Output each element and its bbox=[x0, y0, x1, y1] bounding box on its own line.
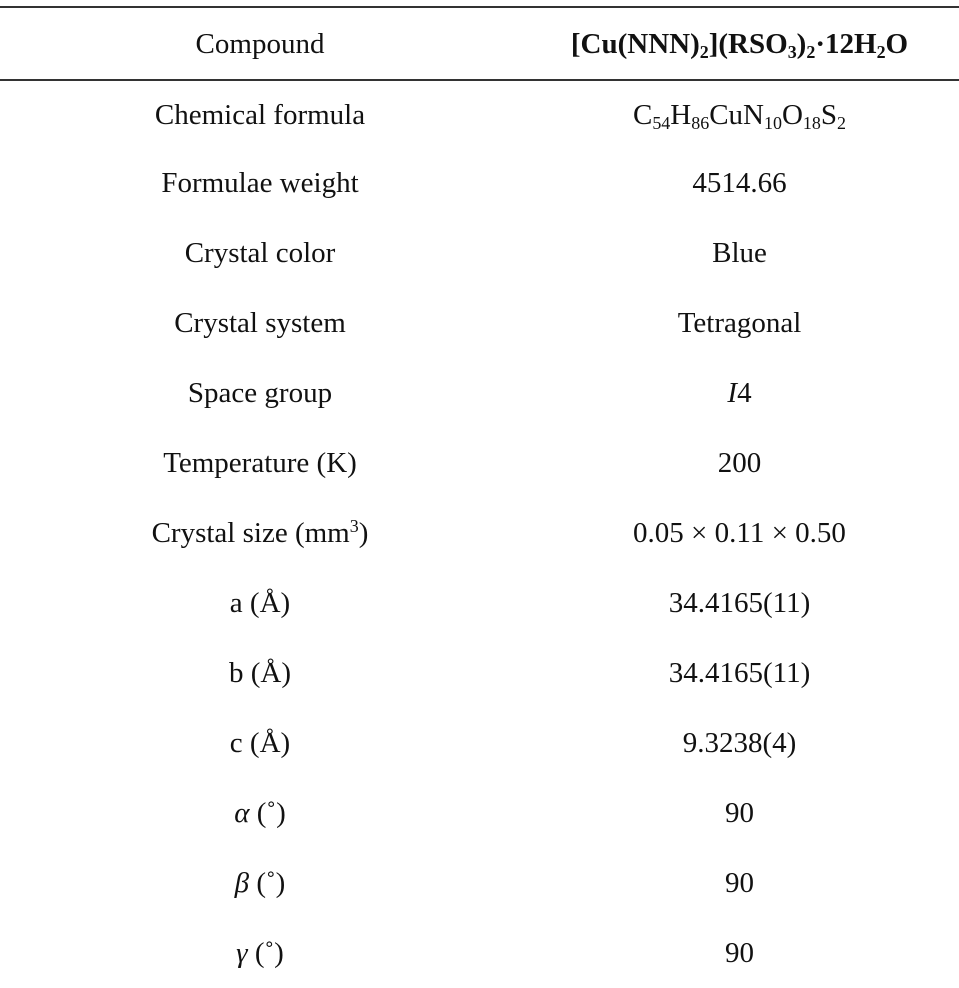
row-value: 9.3238(4) bbox=[682, 726, 797, 759]
table-top-rule bbox=[0, 6, 959, 8]
table-row bbox=[0, 568, 959, 638]
row-value: 90 bbox=[725, 936, 754, 969]
table-row bbox=[0, 918, 959, 988]
table-row bbox=[0, 148, 959, 218]
crystal-data-table bbox=[0, 10, 959, 988]
row-value: Blue bbox=[712, 236, 767, 269]
table-row bbox=[0, 358, 959, 428]
row-value: 34.4165(11) bbox=[668, 586, 811, 619]
row-label: Crystal color bbox=[184, 236, 336, 269]
table-row bbox=[0, 428, 959, 498]
table-row bbox=[0, 498, 959, 568]
table-row bbox=[0, 638, 959, 708]
table-row bbox=[0, 78, 959, 148]
row-label: Crystal system bbox=[174, 306, 346, 339]
row-value: Tetragonal bbox=[677, 306, 802, 339]
beta-label: β (˚) bbox=[234, 866, 286, 899]
compound-formula-header: $[Cu(NNN)_2](RSO_3)_2\cdot 12H_2O$ bbox=[570, 27, 909, 62]
row-label: Temperature (K) bbox=[163, 446, 357, 479]
row-value: 34.4165(11) bbox=[668, 656, 811, 689]
table-row bbox=[0, 218, 959, 288]
row-value: 0.05 × 0.11 × 0.50 bbox=[633, 516, 846, 549]
row-value: 200 bbox=[717, 446, 762, 479]
table-header-row bbox=[0, 10, 959, 78]
row-label: a (Å) bbox=[229, 586, 291, 619]
row-value: 4514.66 bbox=[692, 166, 787, 199]
row-value: 90 bbox=[725, 796, 754, 829]
alpha-label: α (˚) bbox=[234, 796, 286, 829]
row-label: c (Å) bbox=[229, 726, 291, 759]
row-label: Chemical formula bbox=[154, 98, 366, 131]
table-row bbox=[0, 848, 959, 918]
compound-column-header: Compound bbox=[195, 27, 325, 60]
table-row bbox=[0, 288, 959, 358]
crystal-size-label: Crystal size $(mm^3)$ bbox=[151, 515, 369, 549]
table-row bbox=[0, 708, 959, 778]
row-label: Formulae weight bbox=[161, 166, 359, 199]
row-value: 90 bbox=[725, 866, 754, 899]
table-row bbox=[0, 778, 959, 848]
gamma-label: γ (˚) bbox=[236, 936, 284, 969]
row-label: b (Å) bbox=[228, 656, 291, 689]
space-group-value: I4 bbox=[727, 376, 752, 409]
chemical-formula-value: $C_{54}H_{86}CuN_{10}O_{18}S_2$ bbox=[632, 98, 847, 133]
row-label: Space group bbox=[187, 376, 333, 409]
